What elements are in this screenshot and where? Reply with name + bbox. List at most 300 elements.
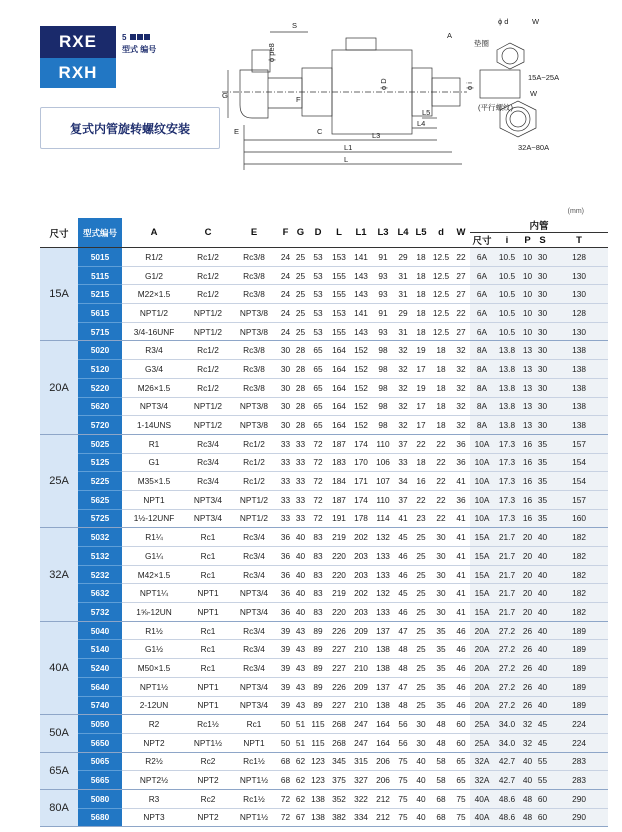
value-cell: R1: [122, 434, 186, 453]
value-cell: 12.5: [430, 285, 452, 304]
table-row: [40, 304, 608, 323]
value-cell: 130: [550, 322, 608, 341]
value-cell: 25: [412, 565, 430, 584]
value-cell: 30: [430, 603, 452, 622]
value-cell: 130: [550, 266, 608, 285]
value-cell: 10A: [470, 509, 494, 528]
value-cell: 206: [372, 752, 394, 771]
value-cell: 30: [278, 378, 293, 397]
value-cell: 48: [394, 640, 412, 659]
value-cell: 30: [430, 528, 452, 547]
label-l4: L4: [417, 119, 426, 128]
value-cell: 30: [535, 416, 550, 435]
value-cell: 35: [535, 490, 550, 509]
value-cell: 58: [430, 752, 452, 771]
value-cell: 28: [293, 341, 308, 360]
value-cell: 20: [520, 603, 535, 622]
housing-cap: [346, 38, 376, 50]
value-cell: 13: [520, 397, 535, 416]
value-cell: 72: [278, 789, 293, 808]
value-cell: M42×1.5: [122, 565, 186, 584]
model-cell: 5132: [78, 547, 122, 566]
value-cell: 25: [412, 659, 430, 678]
value-cell: 138: [308, 808, 328, 827]
model-cell: 5225: [78, 472, 122, 491]
value-cell: 40: [293, 603, 308, 622]
value-cell: 91: [372, 248, 394, 267]
value-cell: 12.5: [430, 304, 452, 323]
value-cell: 40: [535, 584, 550, 603]
value-cell: 65: [308, 341, 328, 360]
value-cell: NPT1½: [186, 733, 230, 752]
value-cell: 10A: [470, 472, 494, 491]
value-cell: 12.5: [430, 266, 452, 285]
label-l: L: [344, 155, 349, 164]
value-cell: 43: [293, 659, 308, 678]
value-cell: 48: [520, 789, 535, 808]
value-cell: 16: [520, 453, 535, 472]
value-cell: 152: [350, 397, 372, 416]
value-cell: 25: [412, 528, 430, 547]
value-cell: 224: [550, 733, 608, 752]
value-cell: 41: [452, 547, 470, 566]
value-cell: 98: [372, 416, 394, 435]
value-cell: Rc3/4: [230, 659, 278, 678]
value-cell: 34: [394, 472, 412, 491]
technical-drawing: [222, 10, 592, 185]
value-cell: 40: [535, 640, 550, 659]
value-cell: 20A: [470, 677, 494, 696]
table-row: [40, 472, 608, 491]
value-cell: 25: [412, 603, 430, 622]
value-cell: NPT3/4: [230, 677, 278, 696]
value-cell: 160: [550, 509, 608, 528]
value-cell: 53: [308, 322, 328, 341]
value-cell: 8A: [470, 360, 494, 379]
value-cell: 41: [394, 509, 412, 528]
value-cell: 6A: [470, 304, 494, 323]
value-cell: 227: [328, 640, 350, 659]
value-cell: 35: [430, 640, 452, 659]
value-cell: 189: [550, 677, 608, 696]
value-cell: 25: [293, 304, 308, 323]
value-cell: 30: [430, 565, 452, 584]
value-cell: 43: [293, 696, 308, 715]
value-cell: 35: [430, 696, 452, 715]
value-cell: 25: [293, 248, 308, 267]
label-d-top: ϕ d: [498, 17, 509, 26]
value-cell: 22: [452, 304, 470, 323]
label-f: F: [296, 95, 301, 104]
th-c: C: [186, 218, 230, 248]
value-cell: 27: [452, 266, 470, 285]
value-cell: Rc3/4: [186, 453, 230, 472]
value-cell: 26: [520, 640, 535, 659]
value-cell: 24: [278, 322, 293, 341]
model-cell: 5615: [78, 304, 122, 323]
value-cell: 352: [328, 789, 350, 808]
value-cell: 138: [550, 416, 608, 435]
value-cell: 32: [394, 378, 412, 397]
value-cell: 13: [520, 378, 535, 397]
value-cell: 128: [550, 304, 608, 323]
value-cell: 6A: [470, 266, 494, 285]
value-cell: 98: [372, 341, 394, 360]
table-row: [40, 789, 608, 808]
value-cell: 41: [452, 472, 470, 491]
value-cell: 32: [452, 341, 470, 360]
value-cell: 25: [293, 322, 308, 341]
value-cell: R1/2: [122, 248, 186, 267]
th-l1: L1: [350, 218, 372, 248]
value-cell: 20: [520, 547, 535, 566]
value-cell: 114: [372, 509, 394, 528]
value-cell: 182: [550, 565, 608, 584]
value-cell: Rc3/8: [230, 266, 278, 285]
th-d-upper: D: [308, 218, 328, 248]
value-cell: 33: [278, 434, 293, 453]
value-cell: 30: [535, 397, 550, 416]
value-cell: 20: [520, 565, 535, 584]
th-d-lower: d: [430, 218, 452, 248]
value-cell: 43: [293, 677, 308, 696]
value-cell: 268: [328, 733, 350, 752]
model-cell: 5680: [78, 808, 122, 827]
label-c: C: [317, 127, 323, 136]
value-cell: 30: [535, 360, 550, 379]
value-cell: Rc1/2: [186, 378, 230, 397]
value-cell: 39: [278, 677, 293, 696]
label-g: G: [222, 91, 228, 100]
value-cell: 18: [412, 304, 430, 323]
value-cell: 32: [452, 360, 470, 379]
value-cell: 20A: [470, 621, 494, 640]
value-cell: 290: [550, 808, 608, 827]
model-cell: 5632: [78, 584, 122, 603]
value-cell: 40: [535, 603, 550, 622]
value-cell: 75: [394, 808, 412, 827]
value-cell: 35: [430, 621, 452, 640]
value-cell: 138: [550, 397, 608, 416]
value-cell: 41: [452, 584, 470, 603]
value-cell: Rc1/2: [230, 453, 278, 472]
value-cell: 138: [550, 360, 608, 379]
value-cell: 72: [308, 509, 328, 528]
value-cell: NPT1/2: [186, 397, 230, 416]
label-w-top: W: [532, 17, 540, 26]
page-subtitle: 复式内管旋转螺纹安装: [40, 107, 220, 149]
th-inner-size: 尺寸: [470, 233, 494, 248]
value-cell: 106: [372, 453, 394, 472]
table-row: [40, 640, 608, 659]
value-cell: NPT1/2: [230, 490, 278, 509]
value-cell: 60: [452, 733, 470, 752]
value-cell: NPT3/4: [230, 584, 278, 603]
label-15a-25a: 15A~25A: [528, 73, 560, 82]
value-cell: 35: [430, 659, 452, 678]
model-cell: 5640: [78, 677, 122, 696]
table-row: [40, 733, 608, 752]
value-cell: 46: [394, 603, 412, 622]
value-cell: Rc1½: [230, 752, 278, 771]
value-cell: 36: [278, 565, 293, 584]
value-cell: 141: [350, 248, 372, 267]
unit-label: (mm): [567, 208, 584, 215]
value-cell: 33: [293, 434, 308, 453]
value-cell: 133: [372, 565, 394, 584]
value-cell: 93: [372, 322, 394, 341]
value-cell: 138: [550, 341, 608, 360]
value-cell: 40: [535, 547, 550, 566]
value-cell: 50: [278, 715, 293, 734]
value-cell: 10A: [470, 490, 494, 509]
value-cell: 75: [394, 752, 412, 771]
value-cell: Rc1/2: [186, 248, 230, 267]
value-cell: 36: [278, 584, 293, 603]
value-cell: R1¼: [122, 528, 186, 547]
value-cell: 60: [452, 715, 470, 734]
value-cell: Rc2: [186, 789, 230, 808]
value-cell: 32: [452, 378, 470, 397]
series-label: 型式 编号: [122, 45, 157, 55]
value-cell: Rc1/2: [230, 434, 278, 453]
value-cell: 164: [328, 416, 350, 435]
value-cell: 28: [293, 416, 308, 435]
value-cell: 6A: [470, 322, 494, 341]
value-cell: Rc1/2: [186, 266, 230, 285]
value-cell: 83: [308, 565, 328, 584]
value-cell: Rc3/4: [186, 434, 230, 453]
value-cell: 41: [452, 603, 470, 622]
model-cell: 5015: [78, 248, 122, 267]
value-cell: 48: [430, 733, 452, 752]
value-cell: 10A: [470, 453, 494, 472]
value-cell: 33: [278, 472, 293, 491]
value-cell: 20A: [470, 640, 494, 659]
value-cell: 327: [350, 771, 372, 790]
value-cell: 10.5: [494, 248, 520, 267]
value-cell: 138: [372, 640, 394, 659]
value-cell: NPT1: [186, 677, 230, 696]
value-cell: 47: [394, 677, 412, 696]
value-cell: Rc1: [186, 621, 230, 640]
value-cell: 15A: [470, 584, 494, 603]
th-e: E: [230, 218, 278, 248]
value-cell: Rc1: [186, 659, 230, 678]
value-cell: 45: [535, 733, 550, 752]
value-cell: 133: [372, 547, 394, 566]
model-cell: 5065: [78, 752, 122, 771]
value-cell: 152: [350, 360, 372, 379]
value-cell: 93: [372, 285, 394, 304]
value-cell: 65: [452, 752, 470, 771]
value-cell: 30: [535, 378, 550, 397]
value-cell: 18: [430, 341, 452, 360]
value-cell: 187: [328, 434, 350, 453]
value-cell: 22: [430, 472, 452, 491]
value-cell: 46: [452, 659, 470, 678]
value-cell: 31: [394, 285, 412, 304]
value-cell: 35: [535, 509, 550, 528]
table-row: [40, 341, 608, 360]
value-cell: G1¼: [122, 547, 186, 566]
value-cell: 43: [293, 640, 308, 659]
value-cell: 33: [278, 509, 293, 528]
value-cell: 32: [394, 360, 412, 379]
value-cell: 132: [372, 528, 394, 547]
label-l5: L5: [422, 108, 431, 117]
value-cell: 30: [430, 584, 452, 603]
value-cell: 10: [520, 285, 535, 304]
value-cell: 40A: [470, 789, 494, 808]
value-cell: 40A: [470, 808, 494, 827]
value-cell: 30: [412, 733, 430, 752]
elbow-body: [240, 70, 268, 118]
value-cell: 138: [372, 696, 394, 715]
value-cell: 25: [293, 266, 308, 285]
value-cell: Rc1: [186, 528, 230, 547]
value-cell: 28: [293, 378, 308, 397]
value-cell: 32A: [470, 752, 494, 771]
value-cell: 16: [412, 472, 430, 491]
value-cell: 25: [412, 621, 430, 640]
value-cell: 32A: [470, 771, 494, 790]
value-cell: 40: [293, 528, 308, 547]
label-parallel-thread: (平行螺纹): [478, 103, 513, 112]
value-cell: 40: [535, 659, 550, 678]
value-cell: NPT3: [122, 808, 186, 827]
value-cell: 18: [412, 322, 430, 341]
value-cell: 322: [350, 789, 372, 808]
th-size: 尺寸: [40, 218, 78, 248]
value-cell: 25A: [470, 733, 494, 752]
value-cell: NPT1/2: [186, 304, 230, 323]
value-cell: NPT1½: [122, 677, 186, 696]
value-cell: 40: [520, 752, 535, 771]
value-cell: 37: [394, 434, 412, 453]
value-cell: 174: [350, 434, 372, 453]
model-cell: 5620: [78, 397, 122, 416]
value-cell: Rc3/4: [230, 547, 278, 566]
th-g: G: [293, 218, 308, 248]
table-row: [40, 434, 608, 453]
value-cell: 157: [550, 490, 608, 509]
value-cell: 27.2: [494, 696, 520, 715]
value-cell: 48: [394, 696, 412, 715]
value-cell: 17.3: [494, 509, 520, 528]
value-cell: 75: [394, 771, 412, 790]
table-row: [40, 621, 608, 640]
value-cell: Rc1½: [186, 715, 230, 734]
value-cell: 290: [550, 789, 608, 808]
value-cell: 375: [328, 771, 350, 790]
value-cell: NPT1½: [230, 771, 278, 790]
value-cell: NPT1: [122, 490, 186, 509]
value-cell: 40: [412, 808, 430, 827]
th-t: T: [550, 233, 608, 248]
value-cell: 133: [372, 603, 394, 622]
hex-view-small-bore: [502, 48, 518, 64]
value-cell: Rc3/4: [230, 640, 278, 659]
value-cell: Rc1/2: [186, 341, 230, 360]
value-cell: 182: [550, 603, 608, 622]
size-cell: 65A: [40, 752, 78, 789]
value-cell: 8A: [470, 397, 494, 416]
value-cell: 16: [520, 472, 535, 491]
value-cell: 65: [452, 771, 470, 790]
label-ppe8: ϕ pe8: [267, 43, 276, 62]
value-cell: 17.3: [494, 490, 520, 509]
value-cell: 89: [308, 659, 328, 678]
value-cell: 35: [430, 677, 452, 696]
value-cell: 53: [308, 285, 328, 304]
value-cell: R3/4: [122, 341, 186, 360]
value-cell: 171: [350, 472, 372, 491]
value-cell: 247: [350, 733, 372, 752]
value-cell: 30: [278, 397, 293, 416]
value-cell: 153: [328, 248, 350, 267]
value-cell: 210: [350, 640, 372, 659]
model-cell: 5220: [78, 378, 122, 397]
value-cell: 55: [535, 752, 550, 771]
value-cell: 21.7: [494, 584, 520, 603]
value-cell: NPT1/2: [122, 304, 186, 323]
model-cell: 5020: [78, 341, 122, 360]
value-cell: 18: [430, 397, 452, 416]
value-cell: 206: [372, 771, 394, 790]
value-cell: 36: [278, 528, 293, 547]
value-cell: 6A: [470, 285, 494, 304]
value-cell: 203: [350, 547, 372, 566]
value-cell: 170: [350, 453, 372, 472]
value-cell: 21.7: [494, 547, 520, 566]
value-cell: 31: [394, 266, 412, 285]
value-cell: 15A: [470, 547, 494, 566]
value-cell: 17.3: [494, 472, 520, 491]
model-cell: 5740: [78, 696, 122, 715]
value-cell: 334: [350, 808, 372, 827]
value-cell: R3: [122, 789, 186, 808]
value-cell: NPT3/8: [230, 397, 278, 416]
value-cell: 189: [550, 659, 608, 678]
value-cell: Rc2: [186, 752, 230, 771]
th-s: S: [535, 233, 550, 248]
value-cell: 110: [372, 434, 394, 453]
value-cell: Rc3/4: [230, 621, 278, 640]
model-cell: 5050: [78, 715, 122, 734]
value-cell: 22: [430, 490, 452, 509]
value-cell: 13.8: [494, 397, 520, 416]
table-row: [40, 584, 608, 603]
value-cell: 17.3: [494, 434, 520, 453]
value-cell: 155: [328, 266, 350, 285]
value-cell: 182: [550, 547, 608, 566]
value-cell: 53: [308, 248, 328, 267]
value-cell: 98: [372, 360, 394, 379]
value-cell: 10.5: [494, 304, 520, 323]
value-cell: 33: [293, 453, 308, 472]
value-cell: 30: [535, 285, 550, 304]
value-cell: 24: [278, 285, 293, 304]
table-row: [40, 416, 608, 435]
table-row: [40, 378, 608, 397]
value-cell: 72: [278, 808, 293, 827]
value-cell: 182: [550, 528, 608, 547]
value-cell: 17.3: [494, 453, 520, 472]
value-cell: 33: [278, 490, 293, 509]
value-cell: 13: [520, 416, 535, 435]
value-cell: 22: [430, 509, 452, 528]
